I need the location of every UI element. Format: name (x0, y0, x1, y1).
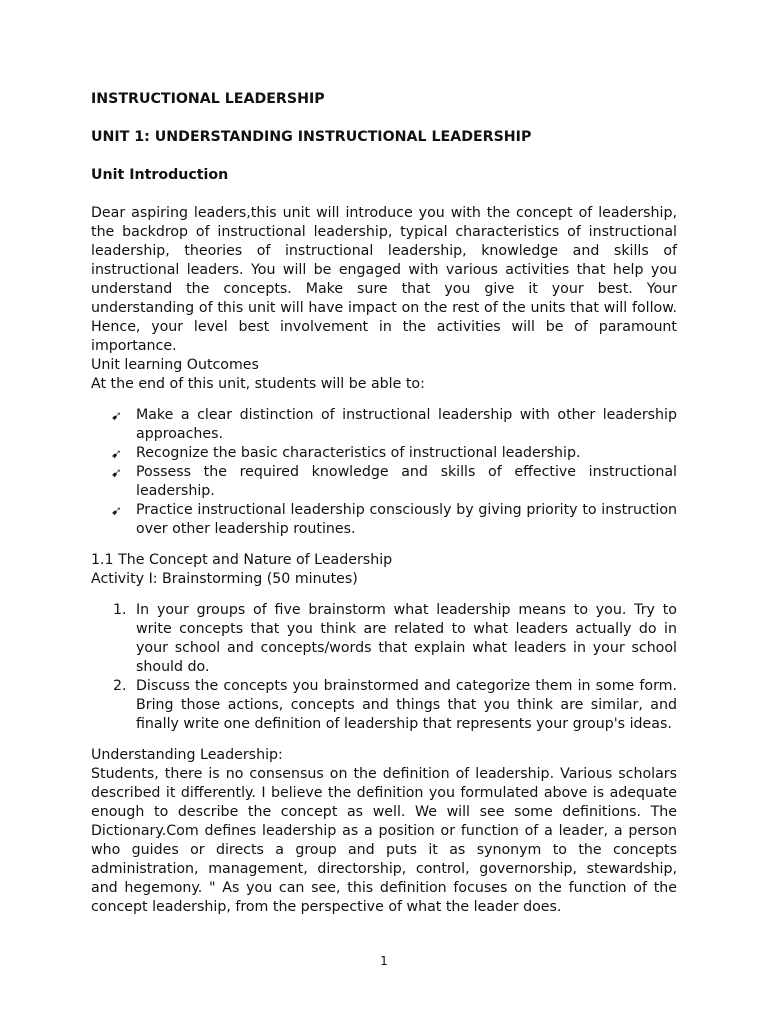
pointing-hand-icon: ➹ (111, 466, 122, 481)
list-item (91, 601, 677, 677)
list-item (91, 677, 677, 734)
pointing-hand-icon: ➹ (111, 447, 122, 462)
list-item (91, 444, 677, 463)
understanding-heading: Understanding Leadership: (91, 747, 283, 763)
intro-heading: Unit Introduction (91, 167, 229, 183)
step-number: 2. (113, 678, 127, 694)
list-item (91, 501, 677, 539)
step-text: Discuss the concepts you brainstormed and categorize them in some form. Bring those actions, concepts and things that you think are similar, and finally write one definition of leadership that represents your group's ideas. (136, 678, 677, 732)
pointing-hand-icon: ➹ (111, 409, 122, 424)
activity-steps-list (91, 601, 677, 734)
document-page (91, 90, 677, 917)
outcome-text: Make a clear distinction of instructional leadership with other leadership approaches. (136, 407, 677, 442)
activity-heading: Activity I: Brainstorming (50 minutes) (91, 571, 358, 587)
unit-title: UNIT 1: UNDERSTANDING INSTRUCTIONAL LEADERSHIP (91, 129, 532, 145)
step-text: In your groups of five brainstorm what leadership means to you. Try to write concepts that you think are related to what leaders actually do in your school and concepts/words that explain what leaders in your school should do. (136, 602, 677, 675)
outcomes-label: Unit learning Outcomes (91, 357, 259, 373)
pointing-hand-icon: ➹ (111, 504, 122, 519)
outcomes-intro: At the end of this unit, students will be able to: (91, 376, 425, 392)
list-item (91, 406, 677, 444)
document-title: INSTRUCTIONAL LEADERSHIP (91, 91, 325, 107)
understanding-paragraph: Students, there is no consensus on the definition of leadership. Various scholars described it differently. I believe the definition you formulated above is adequate enough to describe the concept as well. We will see some definitions. The Dictionary.Com defines leadership as a position or function of a leader, a person who guides or directs a group and puts it as synonym to the concepts administration, management, directorship, control, governorship, stewardship, and hegemony. " As you can see, this definition focuses on the function of the concept leadership, from the perspective of what the leader does. (91, 766, 677, 915)
outcome-text: Recognize the basic characteristics of instructional leadership. (136, 445, 581, 461)
outcomes-list (91, 406, 677, 539)
outcome-text: Practice instructional leadership consciously by giving priority to instruction over other leadership routines. (136, 502, 677, 537)
page-number: 1 (380, 954, 388, 968)
intro-paragraph: Dear aspiring leaders,this unit will introduce you with the concept of leadership, the backdrop of instructional leadership, typical characteristics of instructional leadership, theories of instructional leadership, knowledge and skills of instructional leaders. You will be engaged with various activities that help you understand the concepts. Make sure that you give it your best. Your understanding of this unit will have impact on the rest of the units that will follow. Hence, your level best involvement in the activities will be of paramount importance. (91, 205, 677, 354)
section-heading: 1.1 The Concept and Nature of Leadership (91, 552, 393, 568)
step-number: 1. (113, 602, 127, 618)
list-item (91, 463, 677, 501)
outcome-text: Possess the required knowledge and skills of effective instructional leadership. (136, 464, 677, 499)
